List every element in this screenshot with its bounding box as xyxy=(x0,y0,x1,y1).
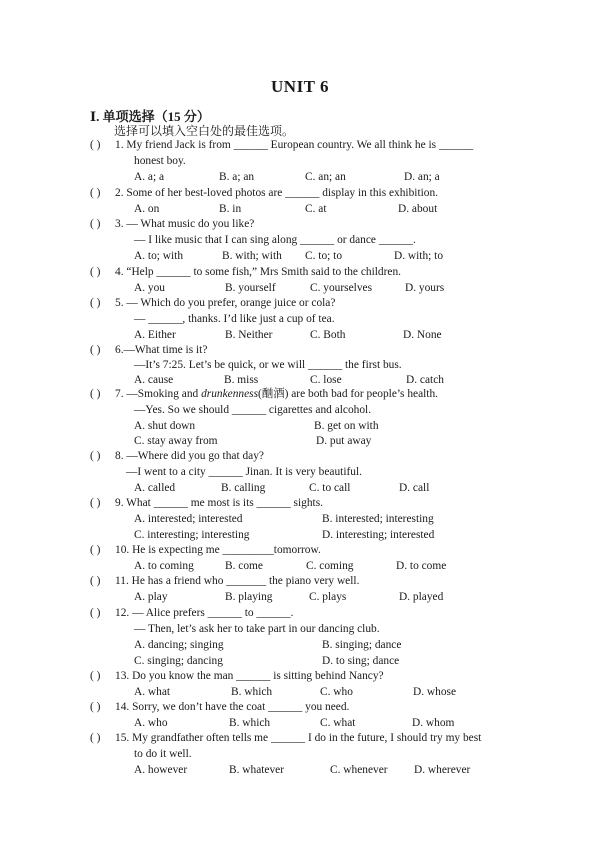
answer-option[interactable]: D. yours xyxy=(405,282,445,294)
answer-option[interactable]: C. yourselves xyxy=(310,282,373,294)
answer-bracket[interactable]: ( ) xyxy=(90,670,101,682)
answer-option[interactable]: B. miss xyxy=(224,374,259,386)
question-text: 14. Sorry, we don’t have the coat ______ you need. xyxy=(115,701,350,713)
answer-option[interactable]: A. to; with xyxy=(134,250,184,262)
answer-option[interactable]: D. played xyxy=(399,591,444,603)
answer-option[interactable]: D. to sing; dance xyxy=(322,655,400,667)
answer-bracket[interactable]: ( ) xyxy=(90,388,101,400)
section-heading: Ⅰ. 单项选择（15 分） xyxy=(90,109,210,124)
question-text: 15. My grandfather often tells me ______ I do in the future, I should try my best xyxy=(115,732,482,744)
question-continuation: — I like music that I can sing along ______ or dance ______. xyxy=(134,234,416,246)
answer-option[interactable]: C. who xyxy=(320,686,353,698)
answer-option[interactable]: A. dancing; singing xyxy=(134,639,224,651)
question-continuation: —It’s 7:25. Let’s be quick, or we will ______ the first bus. xyxy=(134,359,402,371)
question-text: 11. He has a friend who _______ the piano very well. xyxy=(115,575,360,587)
question-continuation: — ______, thanks. I’d like just a cup of tea. xyxy=(134,313,335,325)
question-text: 1. My friend Jack is from ______ European country. We all think he is ______ xyxy=(115,139,474,151)
question-1 xyxy=(90,138,474,152)
answer-option[interactable]: B. which xyxy=(231,686,273,698)
answer-option[interactable]: C. to call xyxy=(309,482,351,494)
question-text-part: 7. —Smoking and xyxy=(115,388,202,400)
answer-option[interactable]: B. singing; dance xyxy=(322,639,402,651)
question-8 xyxy=(90,449,264,463)
question-continuation: to do it well. xyxy=(134,748,192,760)
answer-option[interactable]: A. to coming xyxy=(134,560,194,572)
answer-option[interactable]: D. interesting; interested xyxy=(322,529,435,541)
answer-option[interactable]: D. whose xyxy=(413,686,457,698)
answer-option[interactable]: B. whatever xyxy=(229,764,285,776)
section-instruction: 选择可以填入空白处的最佳选项。 xyxy=(114,124,295,138)
question-text: 2. Some of her best-loved photos are ______ display in this exhibition. xyxy=(115,187,439,199)
question-13 xyxy=(90,669,384,683)
question-text: 6.—What time is it? xyxy=(115,344,208,356)
question-text: 9. What ______ me most is its ______ sights. xyxy=(115,497,323,509)
answer-option[interactable]: D. with; to xyxy=(394,250,444,262)
page-title: UNIT 6 xyxy=(271,77,329,96)
answer-option[interactable]: D. call xyxy=(399,482,430,494)
answer-option[interactable]: D. to come xyxy=(396,560,447,572)
answer-option[interactable]: A. interested; interested xyxy=(134,513,243,525)
question-text: 13. Do you know the man ______ is sitting behind Nancy? xyxy=(115,670,384,682)
answer-option[interactable]: C. lose xyxy=(310,374,342,386)
answer-option[interactable]: A. what xyxy=(134,686,171,698)
question-text: 4. “Help ______ to some fish,” Mrs Smith said to the children. xyxy=(115,266,401,278)
answer-bracket[interactable]: ( ) xyxy=(90,544,101,556)
answer-option[interactable]: C. plays xyxy=(309,591,347,603)
question-12 xyxy=(90,606,294,620)
question-text-part: (酗酒) are both bad for people’s health. xyxy=(258,388,439,400)
answer-option[interactable]: B. yourself xyxy=(225,282,276,294)
question-9 xyxy=(90,496,323,510)
answer-option[interactable]: C. interesting; interesting xyxy=(134,529,250,541)
answer-option[interactable]: B. interested; interesting xyxy=(322,513,434,525)
question-continuation: — Then, let’s ask her to take part in our dancing club. xyxy=(134,623,380,635)
answer-option[interactable]: C. singing; dancing xyxy=(134,655,223,667)
answer-bracket[interactable]: ( ) xyxy=(90,450,101,462)
answer-bracket[interactable]: ( ) xyxy=(90,266,101,278)
answer-option[interactable]: D. wherever xyxy=(414,764,471,776)
question-15 xyxy=(90,731,482,745)
question-6 xyxy=(90,343,208,357)
answer-option[interactable]: D. an; a xyxy=(404,171,440,183)
answer-option[interactable]: B. calling xyxy=(221,482,266,494)
answer-option[interactable]: A. Either xyxy=(134,329,176,341)
question-10 xyxy=(90,543,321,557)
answer-option[interactable]: B. playing xyxy=(225,591,273,603)
answer-option[interactable]: B. get on with xyxy=(314,420,379,432)
answer-option[interactable]: A. who xyxy=(134,717,168,729)
question-text: 3. — What music do you like? xyxy=(115,218,255,230)
answer-option[interactable]: C. Both xyxy=(310,329,346,341)
question-text: 5. — Which do you prefer, orange juice or cola? xyxy=(115,297,336,309)
question-2 xyxy=(90,186,439,200)
answer-option[interactable]: D. None xyxy=(403,329,442,341)
answer-option[interactable]: C. an; an xyxy=(305,171,346,183)
answer-option[interactable]: B. come xyxy=(225,560,263,572)
question-text: 8. —Where did you go that day? xyxy=(115,450,264,462)
answer-option[interactable]: C. what xyxy=(320,717,356,729)
question-text: 12. — Alice prefers ______ to ______. xyxy=(115,607,294,619)
answer-option[interactable]: D. whom xyxy=(412,717,455,729)
answer-option[interactable]: A. you xyxy=(134,282,166,294)
answer-option[interactable]: C. stay away from xyxy=(134,435,218,447)
answer-bracket[interactable]: ( ) xyxy=(90,732,101,744)
answer-option[interactable]: C. to; to xyxy=(305,250,343,262)
question-text xyxy=(115,387,438,401)
answer-option[interactable]: B. a; an xyxy=(219,171,255,183)
question-5 xyxy=(90,296,336,310)
question-3 xyxy=(90,217,255,231)
answer-option[interactable]: B. Neither xyxy=(225,329,273,341)
question-7 xyxy=(90,387,439,401)
answer-option[interactable]: A. a; a xyxy=(134,171,165,183)
answer-option[interactable]: C. whenever xyxy=(330,764,388,776)
answer-option[interactable]: A. on xyxy=(134,203,160,215)
answer-option[interactable]: C. coming xyxy=(306,560,354,572)
answer-option[interactable]: D. about xyxy=(398,203,438,215)
answer-bracket[interactable]: ( ) xyxy=(90,497,101,509)
answer-option[interactable]: A. play xyxy=(134,591,168,603)
answer-bracket[interactable]: ( ) xyxy=(90,139,101,151)
answer-bracket[interactable]: ( ) xyxy=(90,218,101,230)
answer-option[interactable]: D. put away xyxy=(316,435,372,447)
answer-option[interactable]: D. catch xyxy=(406,374,444,386)
answer-option[interactable]: B. which xyxy=(229,717,271,729)
answer-bracket[interactable]: ( ) xyxy=(90,344,101,356)
answer-bracket[interactable]: ( ) xyxy=(90,187,101,199)
question-continuation: —Yes. So we should ______ cigarettes and alcohol. xyxy=(134,404,372,416)
answer-option[interactable]: A. shut down xyxy=(134,420,196,432)
italic-term: drunkenness xyxy=(201,388,259,400)
question-continuation: honest boy. xyxy=(134,155,186,167)
answer-bracket[interactable]: ( ) xyxy=(90,607,101,619)
answer-bracket[interactable]: ( ) xyxy=(90,701,101,713)
question-text: 10. He is expecting me _________tomorrow. xyxy=(115,544,321,556)
question-continuation: —I went to a city ______ Jinan. It is very beautiful. xyxy=(126,466,362,478)
question-4 xyxy=(90,265,401,279)
answer-option[interactable]: B. with; with xyxy=(222,250,282,262)
answer-bracket[interactable]: ( ) xyxy=(90,297,101,309)
question-14 xyxy=(90,700,350,714)
question-11 xyxy=(90,574,360,588)
answer-option[interactable]: A. called xyxy=(134,482,176,494)
answer-option[interactable]: B. in xyxy=(219,203,242,215)
answer-option[interactable]: A. however xyxy=(134,764,188,776)
answer-option[interactable]: A. cause xyxy=(134,374,174,386)
answer-option[interactable]: C. at xyxy=(305,203,327,215)
answer-bracket[interactable]: ( ) xyxy=(90,575,101,587)
